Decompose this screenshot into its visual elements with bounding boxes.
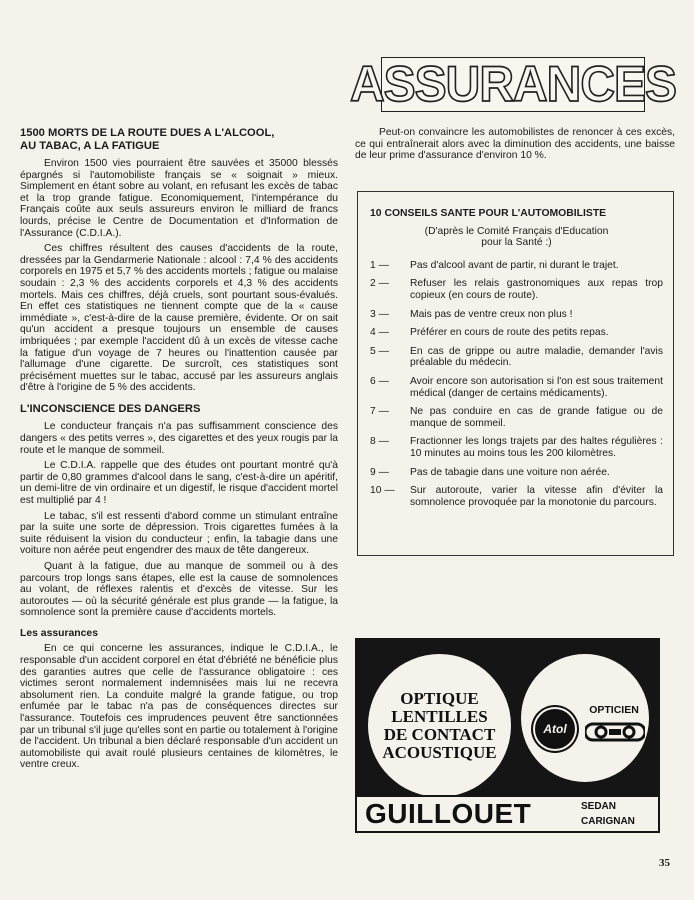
advice-item	[370, 260, 663, 272]
advice-box	[357, 191, 674, 556]
advice-number: 6 —	[370, 375, 389, 387]
paragraph: Le conducteur français n'a pas suffisamment conscience des dangers « des petits verres », des cigarettes et des yeux rougis par la route et le manque de sommeil.	[20, 421, 338, 456]
opticien-logo-icon	[585, 720, 645, 744]
advice-text: Pas d'alcool avant de partir, ni durant le trajet.	[410, 259, 619, 271]
optician-advertisement	[355, 638, 660, 833]
advice-title: 10 CONSEILS SANTE POUR L'AUTOMOBILISTE	[370, 208, 607, 219]
city-carignan: CARIGNAN	[581, 816, 635, 827]
advice-item	[370, 406, 663, 429]
advice-item	[370, 346, 663, 369]
paragraph: Quant à la fatigue, due au manque de sommeil ou à des parcours trop longs sans étapes, elle est la cause de somnolences au volant, de réflexes ralentis et d'excès de vitesse. Sur les autoroutes — où la sécurité générale est plus grande — la fatigue, la somnolence sont la première cause d'accidents mortels.	[20, 560, 338, 619]
section-banner	[349, 56, 677, 112]
advice-item	[370, 467, 663, 479]
advice-number: 8 —	[370, 436, 389, 448]
ad-name-bar	[355, 795, 660, 833]
intro-paragraph: Peut-on convaincre les automobilistes de renoncer à ces excès, ce qui entraînerait alors avec la diminution des accidents, une baisse de leur prime d'assurance d'environ 10 %.	[355, 127, 675, 162]
advice-item	[370, 436, 663, 459]
ad-line-acoustique: ACOUSTIQUE	[382, 743, 497, 762]
article-heading	[20, 127, 338, 152]
advice-text: Avoir encore son autorisation si l'on est sous traitement médical (danger de certains médicaments).	[410, 375, 663, 399]
heading-line-2: AU TABAC, A LA FATIGUE	[20, 139, 160, 152]
advice-text: Ne pas conduire en cas de grande fatigue ou de manque de sommeil.	[410, 406, 663, 429]
advice-number: 9 —	[370, 466, 389, 478]
advice-item	[370, 327, 663, 339]
advice-subtitle	[370, 226, 663, 249]
banner-title: ASSURANCES	[349, 56, 677, 112]
advice-text: En cas de grippe ou autre maladie, demander l'avis préalable du médecin.	[410, 345, 663, 369]
advice-number: 2 —	[370, 278, 389, 290]
paragraph: Environ 1500 vies pourraient être sauvées et 35000 blessés épargnés si l'automobiliste français se « soignait » mieux. Simplement en étant sobre au volant, en refusant les excès de tabac et la trop grande fatigue. Economiquement, l'intempérance du Français coûte aux seuls assureurs environ le milliard de francs lourds, précise le Centre de Documentation et d'Information de l'Assurance (C.D.I.A.).	[20, 158, 338, 239]
opticien-label: OPTICIEN	[589, 704, 639, 716]
ad-services	[368, 690, 511, 762]
paragraph: Le C.D.I.A. rappelle que des études ont pourtant montré qu'à partir de 0,80 grammes d'alcool dans le sang, c'est-à-dire un apéritif, un demi-litre de vin ordinaire et un digestif, le risque d'accident mortel est multiplié par 4 !	[20, 460, 338, 506]
advice-item	[370, 376, 663, 399]
advice-text: Préférer en cours de route des petits repas.	[410, 327, 609, 339]
ad-line-contact: DE CONTACT	[383, 725, 496, 744]
paragraph: En ce qui concerne les assurances, indique le C.D.I.A., le responsable d'un accident corporel en état d'ébriété ne bénéficie plus des garanties autres que celle de l'assurance obligatoire : ces victimes seront normalement indemnisées mais lui ne recevra absolument rien. La conduite malgré la grande fatigue, ou trop enfumée par le tabac n'a pas de conséquences directes sur l'assurance. Toutefois ces imprudences peuvent être sanctionnées par un tribunal s'il juge qu'elles sont en partie ou totalement à l'origine de l'accident. Un tribunal a bien déclaré responsable d'un accident un automobiliste qui avait roulé plusieurs centaines de kilomètres, le ventre creux.	[20, 643, 338, 771]
advice-number: 10 —	[370, 485, 395, 497]
atol-label: Atol	[543, 722, 567, 736]
city-sedan: SEDAN	[581, 801, 617, 812]
left-column	[20, 127, 338, 775]
advice-number: 3 —	[370, 308, 389, 320]
advice-text: Mais pas de ventre creux non plus !	[410, 308, 573, 320]
advice-text: Pas de tabagie dans une voiture non aérée.	[410, 466, 610, 478]
advice-number: 5 —	[370, 345, 389, 357]
paragraph: Ces chiffres résultent des causes d'accidents de la route, dressées par la Gendarmerie Nationale : alcool : 7,4 % des accidents corporels en 1975 et 5,7 % des accidents mortels ; fatigue ou malaise soudain : 2,3 % des accidents corporels et 4,3 % des accidents mortels. Mais ces chiffres, déjà cruels, sont pourtant sous-évalués. En effet ces statistiques ne tiennent compte que de la « cause immédiate », c'est-à-dire de la cause première, évidente. Or on sait qu'un accident a presque toujours un ensemble de causes imbriquées ; par exemple l'accident dû à un excès de vitesse cache la fatigue d'un voyage de 7 heures ou l'inattention causée par l'allumage d'une cigarette. De surcroît, ces statistiques sont précisément muettes sur le tabac, accusé par les assureurs anglais d'être à l'origine de 5 % des accidents.	[20, 243, 338, 394]
advice-subtitle-line-2: pour la Santé :)	[481, 237, 552, 249]
advice-text: Sur autoroute, varier la vitesse afin d'éviter la somnolence provoquée par la monotonie du parcours.	[410, 485, 663, 508]
ad-line-optique: OPTIQUE	[400, 689, 479, 708]
advice-item	[370, 278, 663, 301]
page-number: 35	[659, 857, 670, 869]
advice-number: 7 —	[370, 406, 389, 418]
store-name: GUILLOUET	[365, 798, 532, 829]
advice-item	[370, 309, 663, 321]
section-heading: L'INCONSCIENCE DES DANGERS	[20, 402, 201, 415]
advice-number: 1 —	[370, 259, 389, 271]
advice-number: 4 —	[370, 327, 389, 339]
advice-text: Fractionner les longs trajets par des haltes régulières : 10 minutes au moins tous les 200 kilomètres.	[410, 436, 663, 459]
advice-item	[370, 485, 663, 508]
subsection-heading: Les assurances	[20, 627, 98, 639]
atol-logo	[535, 709, 575, 749]
advice-subtitle-line-1: (D'après le Comité Français d'Education	[424, 225, 609, 237]
paragraph: Le tabac, s'il est ressenti d'abord comme un stimulant entraîne par la suite une sorte de dépression. Trois cigarettes fumées à la suite réduisent la vision du conducteur ; enfin, la tabagie dans une voiture non aérée peut engendrer des maux de tête dangereux.	[20, 510, 338, 557]
heading-line-1: 1500 MORTS DE LA ROUTE DUES A L'ALCOOL,	[20, 127, 275, 139]
ad-line-lentilles: LENTILLES	[391, 707, 488, 726]
right-column	[355, 127, 675, 166]
advice-text: Refuser les relais gastronomiques aux repas trop copieux (en cours de route).	[410, 278, 663, 301]
